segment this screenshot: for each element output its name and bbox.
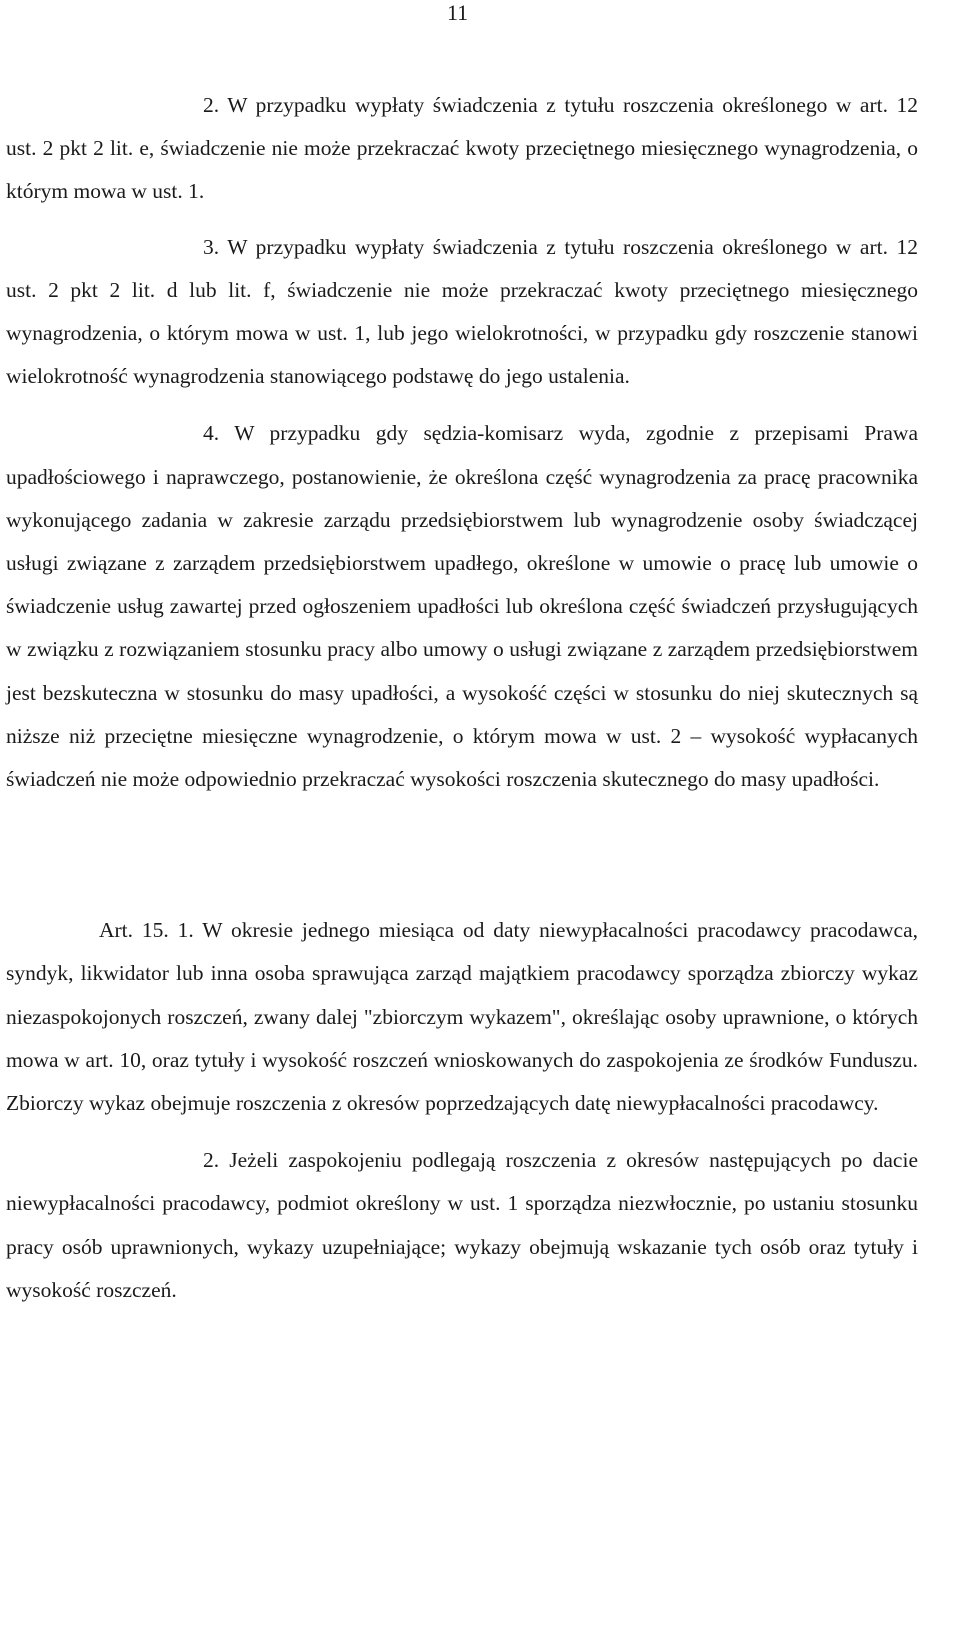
paragraph-art14-ust2: 2. W przypadku wypłaty świadczenia z tytułu roszczenia określonego w art. 12 ust. 2 pkt 2 lit. e, świadczenie nie może przekraczać kwoty przeciętnego miesięcznego wynagrodzenia, o którym mowa w ust. 1. [6,93,918,204]
paragraph-art14-ust3: 3. W przypadku wypłaty świadczenia z tytułu roszczenia określonego w art. 12 ust. 2 pkt 2 lit. d lub lit. f, świadczenie nie może przekraczać kwoty przeciętnego miesięcznego wynagrodzenia, o którym mowa w ust. 1, lub jego wielokrotności, w przypadku gdy roszczenie stanowi wielokrotność wynagrodzenia stanowiącego podstawę do jego ustalenia. [6,234,918,389]
paragraph-art14-ust4: 4. W przypadku gdy sędzia-komisarz wyda, zgodnie z przepisami Prawa upadłościowego i naprawczego, postanowienie, że określona część wynagrodzenia za pracę pracownika wykonującego zadania w zakresie zarządu przedsiębiorstwem lub wynagrodzenie osoby świadczącej usługi związane z zarządem przedsiębiorstwem upadłego, określone w umowie o pracę lub umowie o świadczenie usług zawartej przed ogłoszeniem upadłości lub określona część świadczeń przysługujących w związku z rozwiązaniem stosunku pracy albo umowy o usługi związane z zarządem przedsiębiorstwem jest bezskuteczna w stosunku do masy upadłości, a wysokość części w stosunku do niej skutecznych są niższe niż przeciętne miesięczne wynagrodzenie, o którym mowa w ust. 2 – wysokość wypłacanych świadczeń nie może odpowiednio przekraczać wysokości roszczenia skutecznego do masy upadłości. [6,421,918,792]
paragraph-art15-ust2: 2. Jeżeli zaspokojeniu podlegają roszczenia z okresów następujących po dacie niewypłacalności pracodawcy, podmiot określony w ust. 1 sporządza niezwłocznie, po ustaniu stosunku pracy osób uprawnionych, wykazy uzupełniające; wykazy obejmują wskazanie tych osób oraz tytuły i wysokość roszczeń. [6,1148,918,1302]
document-body [6,84,918,1312]
page-number: 11 [447,0,469,25]
paragraph-art15-ust1: Art. 15. 1. W okresie jednego miesiąca od daty niewypłacalności pracodawcy pracodawca, syndyk, likwidator lub inna osoba sprawująca zarząd majątkiem pracodawcy sporządza zbiorczy wykaz niezaspokojonych roszczeń, zwany dalej "zbiorczym wykazem", określając osoby uprawnione, o których mowa w art. 10, oraz tytuły i wysokość roszczeń wnioskowanych do zaspokojenia ze środków Funduszu. Zbiorczy wykaz obejmuje roszczenia z okresów poprzedzających datę niewypłacalności pracodawcy. [6,918,918,1116]
